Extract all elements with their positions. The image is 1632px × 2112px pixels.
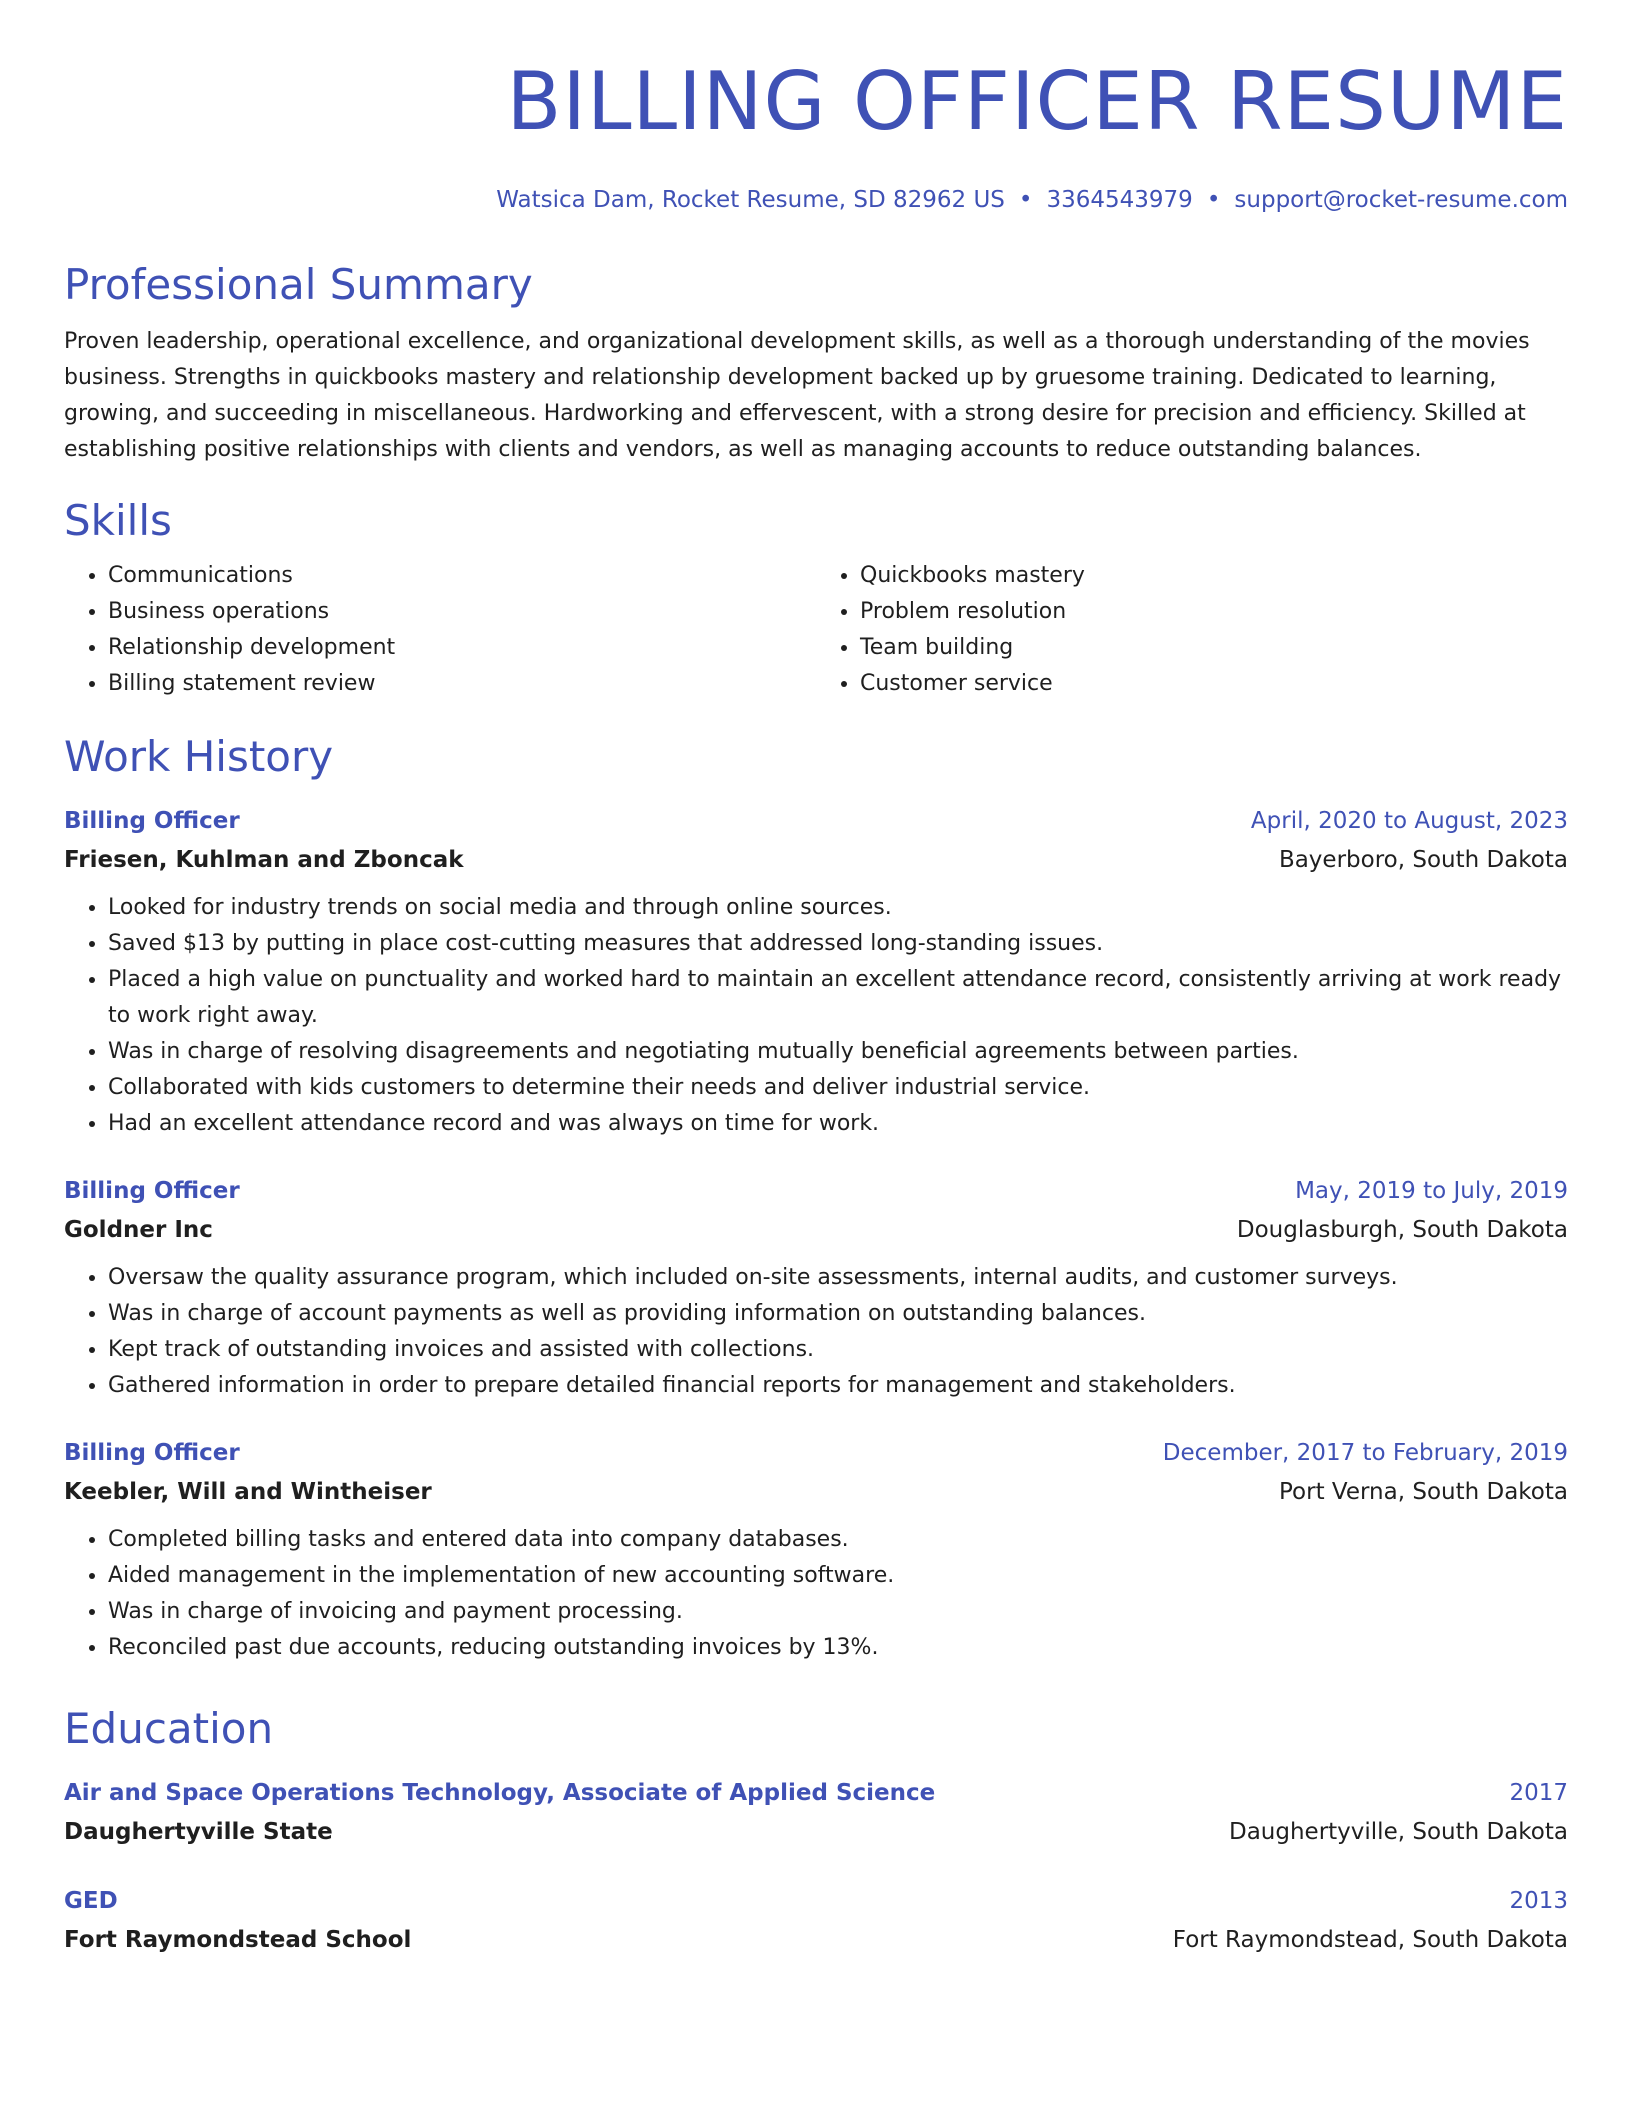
job-bullet: • Saved $13 by putting in place cost-cutting measures that addressed long-standing issues. [108,926,1568,962]
education-section [64,1702,1568,1960]
section-title-summary: Professional Summary [64,260,533,309]
job-dates: December, 2017 to February, 2019 [1162,1440,1568,1466]
skill-item: • Relationship development [108,630,816,666]
skills-list-right [816,558,1568,702]
work-history-section [64,730,1568,1666]
section-title-work: Work History [64,732,334,781]
contact-phone: 3364543979 [1046,187,1193,213]
job-bullet: • Had an excellent attendance record and was always on time for work. [108,1106,1568,1142]
contact-line [64,184,1568,216]
education-location: Daughertyville, South Dakota [1229,1819,1568,1845]
job-location: Douglasburgh, South Dakota [1236,1217,1568,1243]
job-bullets [64,1260,1568,1404]
skill-item: • Team building [860,630,1568,666]
job-header-row [64,1172,1568,1210]
skill-item: • Communications [108,558,816,594]
skill-item: • Billing statement review [108,666,816,702]
summary-section [64,258,1568,468]
job-company-row [64,1472,1568,1512]
job-company: Keebler, Will and Wintheiser [64,1479,432,1505]
skill-item: • Problem resolution [860,594,1568,630]
education-year: 2017 [1509,1780,1568,1806]
skill-item: • Business operations [108,594,816,630]
education-school-row [64,1812,1568,1852]
job-bullet: • Completed billing tasks and entered data into company databases. [108,1522,1568,1558]
job-location: Bayerboro, South Dakota [1278,847,1568,873]
contact-address: Watsica Dam, Rocket Resume, SD 82962 US [496,187,1005,213]
job-entry [64,1172,1568,1404]
education-location: Fort Raymondstead, South Dakota [1172,1927,1568,1953]
job-company: Goldner Inc [64,1217,213,1243]
resume-header [64,0,1568,216]
education-entry [64,1882,1568,1960]
education-school: Daughertyville State [64,1819,333,1845]
education-degree: GED [64,1888,118,1914]
job-location: Port Verna, South Dakota [1279,1479,1568,1505]
skills-columns [64,558,1568,702]
skill-item: • Customer service [860,666,1568,702]
job-bullet: • Was in charge of account payments as well as providing information on outstanding balances. [108,1296,1568,1332]
education-degree: Air and Space Operations Technology, Associate of Applied Science [64,1780,936,1806]
job-bullet: • Aided management in the implementation of new accounting software. [108,1558,1568,1594]
job-dates: April, 2020 to August, 2023 [1250,808,1568,834]
job-header-row [64,802,1568,840]
job-dates: May, 2019 to July, 2019 [1295,1178,1568,1204]
job-role: Billing Officer [64,1178,240,1204]
skill-item: • Quickbooks mastery [860,558,1568,594]
education-school-row [64,1920,1568,1960]
resume-title: BILLING OFFICER RESUME [506,55,1568,148]
education-header-row [64,1882,1568,1920]
job-bullet: • Kept track of outstanding invoices and assisted with collections. [108,1332,1568,1368]
job-bullet: • Collaborated with kids customers to determine their needs and deliver industrial service. [108,1070,1568,1106]
contact-separator: • [1206,187,1221,213]
job-company-row [64,1210,1568,1250]
section-title-skills: Skills [64,496,172,545]
job-bullet: • Gathered information in order to prepare detailed financial reports for management and stakeholders. [108,1368,1568,1404]
job-company-row [64,840,1568,880]
contact-email: support@rocket-resume.com [1234,187,1568,213]
job-header-row [64,1434,1568,1472]
job-bullet: • Looked for industry trends on social media and through online sources. [108,890,1568,926]
job-bullet: • Was in charge of resolving disagreements and negotiating mutually beneficial agreements between parties. [108,1034,1568,1070]
education-entry [64,1774,1568,1852]
education-header-row [64,1774,1568,1812]
job-bullet: • Reconciled past due accounts, reducing outstanding invoices by 13%. [108,1630,1568,1666]
education-year: 2013 [1509,1888,1568,1914]
section-title-education: Education [64,1704,274,1753]
contact-separator: • [1018,187,1033,213]
job-entry [64,802,1568,1142]
education-school: Fort Raymondstead School [64,1927,412,1953]
summary-text: Proven leadership, operational excellence, and organizational development skills, as well as a thorough understanding of the movies business. Strengths in quickbooks mastery and relationship development backed up by gruesome training. Dedicated to learning, growing, and succeeding in miscellaneous. Hardworking and effervescent, with a strong desire for precision and efficiency. Skilled at establishing positive relationships with clients and vendors, as well as managing accounts to reduce outstanding balances. [64,329,1530,462]
job-bullet: • Oversaw the quality assurance program, which included on-site assessments, internal audits, and customer surveys. [108,1260,1568,1296]
job-role: Billing Officer [64,1440,240,1466]
skills-section [64,494,1568,702]
job-role: Billing Officer [64,808,240,834]
skills-list-left [64,558,816,702]
job-bullet: • Was in charge of invoicing and payment processing. [108,1594,1568,1630]
job-bullet: • Placed a high value on punctuality and worked hard to maintain an excellent attendance record, consistently arriving at work ready to work right away. [108,962,1568,1034]
job-bullets [64,890,1568,1142]
job-entry [64,1434,1568,1666]
job-bullets [64,1522,1568,1666]
job-company: Friesen, Kuhlman and Zboncak [64,847,464,873]
